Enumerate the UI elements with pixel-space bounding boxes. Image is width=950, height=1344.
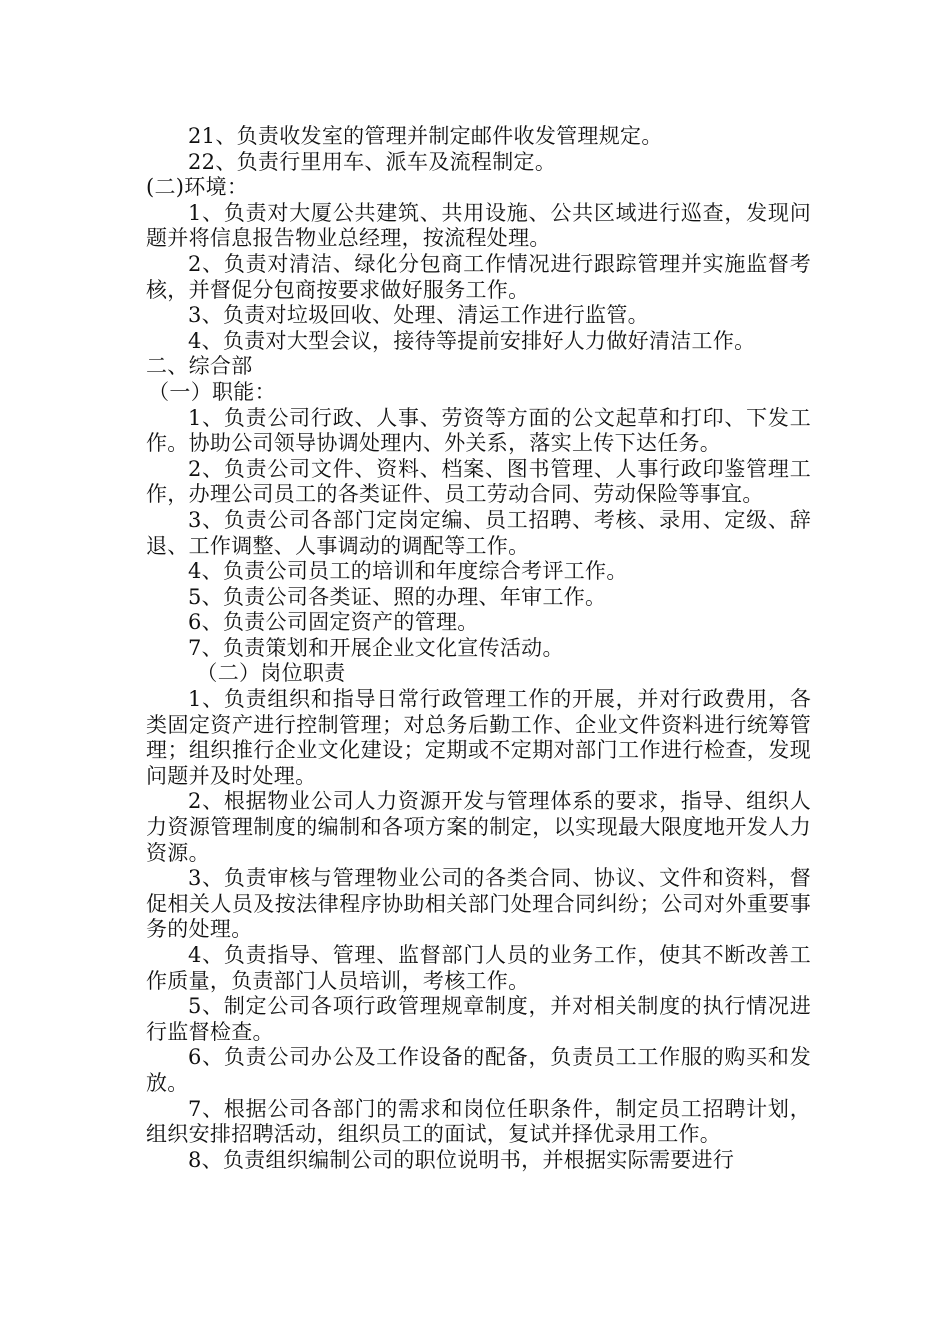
paragraph-duty-5: 5、制定公司各项行政管理规章制度，并对相关制度的执行情况进行监督检查。 <box>146 994 811 1044</box>
paragraph-func-3: 3、负责公司各部门定岗定编、员工招聘、考核、录用、定级、辞退、工作调整、人事调动的调配等工作。 <box>146 507 811 558</box>
paragraph-duty-1: 1、负责组织和指导日常行政管理工作的开展，并对行政费用，各类固定资产进行控制管理；对总务后勤工作、企业文件资料进行统筹管理；组织推行企业文化建设；定期或不定期对部门工作进行检查，发现问题并及时处理。 <box>146 687 811 788</box>
paragraph-func-1: 1、负责公司行政、人事、劳资等方面的公文起草和打印、下发工作。协助公司领导协调处理内、外关系，落实上传下达任务。 <box>146 405 811 456</box>
paragraph-env-4: 4、负责对大型会议，接待等提前安排好人力做好清洁工作。 <box>188 328 756 353</box>
paragraph-func-7: 7、负责策划和开展企业文化宣传活动。 <box>188 635 564 660</box>
subsection-heading-duties: （二）岗位职责 <box>196 661 346 686</box>
paragraph-func-5: 5、负责公司各类证、照的办理、年审工作。 <box>188 584 607 609</box>
paragraph-func-6: 6、负责公司固定资产的管理。 <box>188 610 479 635</box>
subsection-heading-functions: （一）职能： <box>148 379 276 404</box>
section-heading-general-dept: 二、综合部 <box>146 354 253 379</box>
paragraph-duty-4: 4、负责指导、管理、监督部门人员的业务工作，使其不断改善工作质量，负责部门人员培训，考核工作。 <box>146 943 811 993</box>
paragraph-env-1: 1、负责对大厦公共建筑、共用设施、公共区域进行巡查，发现问题并将信息报告物业总经理，按流程处理。 <box>146 200 811 251</box>
paragraph-duty-8: 8、负责组织编制公司的职位说明书，并根据实际需要进行 <box>188 1147 735 1172</box>
paragraph-duty-7: 7、根据公司各部门的需求和岗位任职条件，制定员工招聘计划，组织安排招聘活动，组织员工的面试，复试并择优录用工作。 <box>146 1096 811 1147</box>
paragraph-env-2: 2、负责对清洁、绿化分包商工作情况进行跟踪管理并实施监督考核，并督促分包商按要求做好服务工作。 <box>146 251 811 302</box>
paragraph-duty-3: 3、负责审核与管理物业公司的各类合同、协议、文件和资料，督促相关人员及按法律程序协助相关部门处理合同纠纷；公司对外重要事务的处理。 <box>146 866 811 942</box>
paragraph-duty-2: 2、根据物业公司人力资源开发与管理体系的要求，指导、组织人力资源管理制度的编制和各项方案的制定，以实现最大限度地开发人力资源。 <box>146 789 811 865</box>
paragraph-item-22: 22、负责行里用车、派车及流程制定。 <box>188 149 557 174</box>
paragraph-duty-6: 6、负责公司办公及工作设备的配备，负责员工工作服的购买和发放。 <box>146 1045 811 1095</box>
paragraph-func-2: 2、负责公司文件、资料、档案、图书管理、人事行政印鉴管理工作，办理公司员工的各类证件、员工劳动合同、劳动保险等事宜。 <box>146 456 811 507</box>
paragraph-env-3: 3、负责对垃圾回收、处理、清运工作进行监管。 <box>188 303 649 328</box>
paragraph-func-4: 4、负责公司员工的培训和年度综合考评工作。 <box>188 559 628 584</box>
paragraph-item-21: 21、负责收发室的管理并制定邮件收发管理规定。 <box>188 124 663 148</box>
document-page <box>146 124 811 1173</box>
section-heading-environment: (二)环境： <box>146 175 249 200</box>
